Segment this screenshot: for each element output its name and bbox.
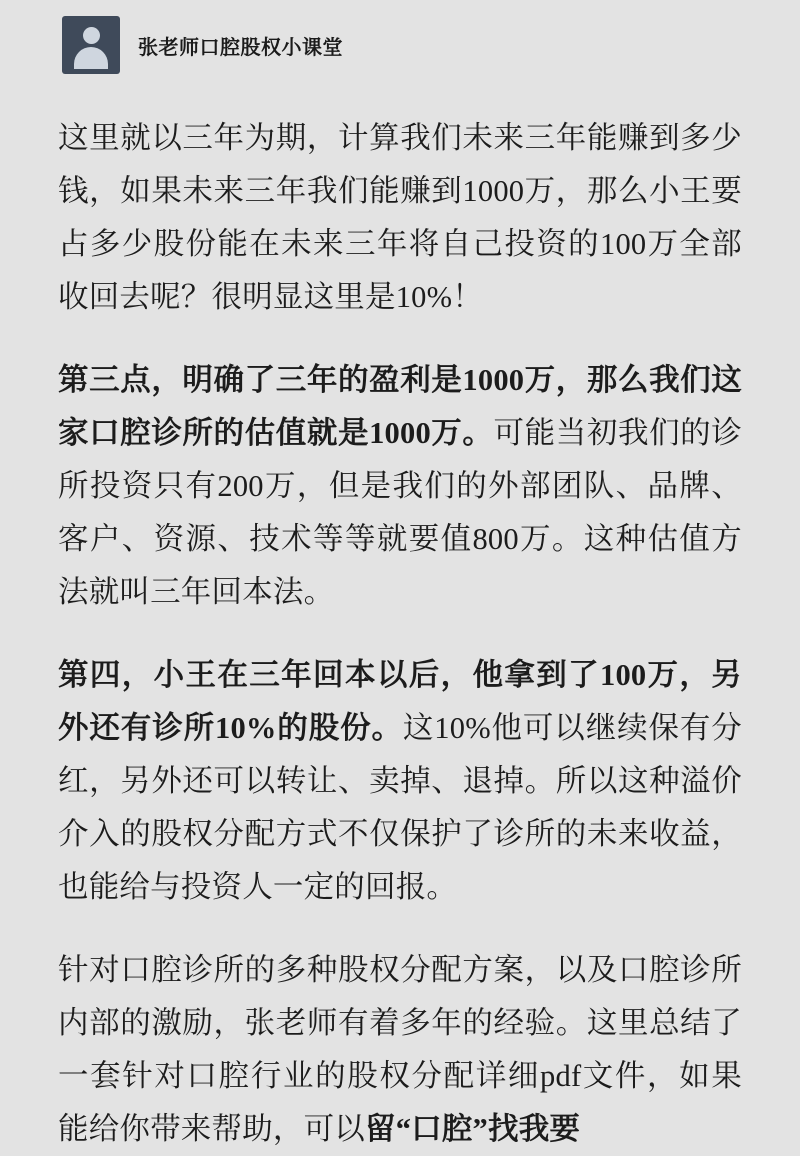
article-header xyxy=(0,0,800,72)
emphasis-run: 留“口腔”找我要 xyxy=(365,1112,581,1146)
user-avatar-icon[interactable] xyxy=(62,16,120,74)
avatar-body-shape xyxy=(74,47,108,69)
paragraph-1 xyxy=(58,112,742,324)
article-body xyxy=(0,72,800,1156)
text-run: 可能当初我们的诊所投资只有200万，但是我们的外部团队、品牌、客户、资源、技术等等就要值800万。这种估值方法就叫三年回本法。 xyxy=(58,416,742,609)
emphasis-run: 第三点，明确了三年的盈利是1000万，那么我们这家口腔诊所的估值就是1000万。 xyxy=(58,363,742,450)
author-name: 张老师口腔股权小课堂 xyxy=(138,36,343,59)
text-run: 这里就以三年为期，计算我们未来三年能赚到多少钱，如果未来三年我们能赚到1000万，那么小王要占多少股份能在未来三年将自己投资的100万全部收回去呢？很明显这里是10%！ xyxy=(58,121,742,314)
emphasis-run: 第四，小王在三年回本以后，他拿到了100万，另外还有诊所10%的股份。 xyxy=(58,658,742,745)
avatar-head-shape xyxy=(83,27,100,44)
text-run: 这10%他可以继续保有分红，另外还可以转让、卖掉、退掉。所以这种溢价介入的股权分配方式不仅保护了诊所的未来收益，也能给与投资人一定的回报。 xyxy=(58,711,742,904)
paragraph-3 xyxy=(58,649,742,914)
paragraph-4 xyxy=(58,944,742,1156)
text-run: 针对口腔诊所的多种股权分配方案，以及口腔诊所内部的激励，张老师有着多年的经验。这里总结了一套针对口腔行业的股权分配详细pdf文件，如果能给你带来帮助，可以 xyxy=(58,953,742,1146)
paragraph-2 xyxy=(58,354,742,619)
